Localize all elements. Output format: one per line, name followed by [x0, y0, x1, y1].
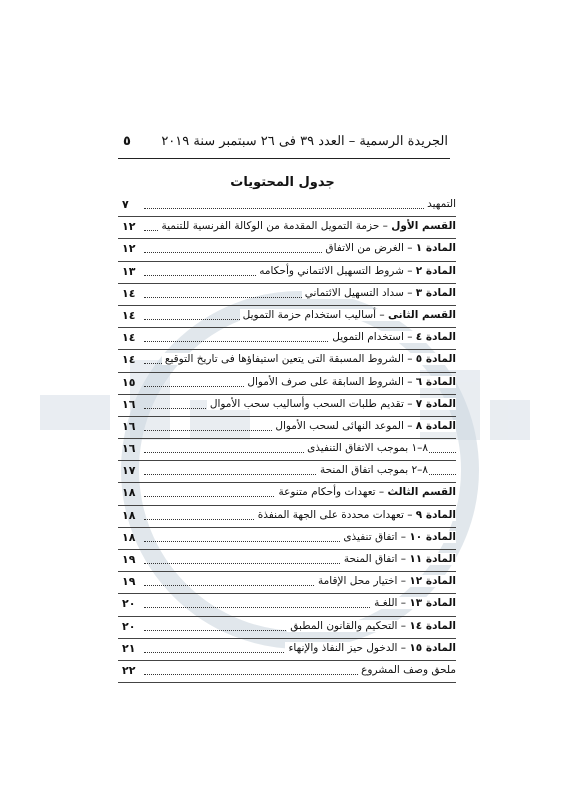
toc-entry-text: – الغرض من الاتفاق: [325, 242, 416, 255]
toc-entry-page: ١٩: [122, 575, 136, 589]
toc-entry-page: ١٥: [122, 375, 136, 389]
toc-entry-page: ١٩: [122, 553, 136, 566]
toc-entry-text: – أساليب استخدام حزمة التمويل: [242, 308, 388, 321]
toc-entry-heading: المادة ٦: [415, 375, 456, 388]
toc-entry-page: ٧: [122, 198, 129, 211]
toc-entry-label: [162, 353, 456, 365]
toc-entry-label: [341, 553, 456, 565]
toc-entry-heading: المادة ٣: [415, 286, 456, 299]
toc-entry-page: ٢١: [122, 641, 136, 655]
toc-entry-page: ١٨: [122, 486, 136, 500]
toc-entry-text: التمهيد: [427, 198, 456, 210]
toc-entry-page: ١٨: [122, 530, 136, 544]
toc-entry: [118, 373, 456, 395]
toc-entry-text: – استخدام التمويل: [332, 331, 416, 344]
toc-entry-text: – تقديم طلبات السحب وأساليب سحب الأموال: [209, 397, 416, 410]
toc-entry-heading: المادة ٨: [415, 419, 456, 432]
header-title: الجريدة الرسمية – العدد ٣٩ فى ٢٦ سبتمبر سنة ٢٠١٩: [161, 134, 448, 149]
toc-entry-heading: المادة ٩: [415, 508, 456, 521]
toc-entry-text: – اتفاق تنفيذى: [343, 530, 410, 543]
toc-entry-page: ١٤: [122, 353, 136, 367]
toc-entry: [118, 395, 456, 417]
toc-entry: [118, 284, 456, 306]
toc-entry-page: ٢٢: [122, 663, 136, 677]
toc-entry: [118, 306, 456, 328]
toc-entry-text: – الموعد النهائى لسحب الأموال: [275, 419, 416, 432]
toc-entry-page: ١٣: [122, 264, 136, 278]
toc-entry-text: ملحق وصف المشروع: [361, 663, 456, 676]
toc-entry: [118, 617, 456, 639]
toc-entry-text: – التحكيم والقانون المطبق: [290, 619, 410, 632]
toc-entry: [118, 262, 456, 284]
toc-entry-text: ٨–١ بموجب الاتفاق التنفيذى: [307, 442, 428, 455]
toc-entry: [118, 528, 456, 550]
toc-entry-heading: المادة ٧: [415, 397, 456, 410]
toc-entry-label: [371, 597, 456, 609]
toc-entry-label: [317, 464, 428, 476]
toc-entry-page: ١٦: [122, 442, 136, 456]
toc-entry-text: – الشروط السابقة على صرف الأموال: [247, 375, 416, 388]
toc-entry-heading: المادة ١١: [409, 553, 456, 565]
toc-entry: [118, 550, 456, 572]
toc-entry-text: ٨–٢ بموجب اتفاق المنحة: [319, 464, 428, 477]
toc-entry-label: [340, 531, 456, 543]
toc-entry-label: [304, 442, 428, 454]
toc-entry-text: – اللغـة: [374, 597, 410, 610]
header-divider: [118, 158, 450, 159]
toc-entry-heading: القسم الثانى: [387, 308, 456, 321]
toc-entry-label: [275, 486, 456, 498]
toc-title: جدول المحتويات: [230, 175, 335, 190]
toc-entry: [118, 639, 456, 661]
toc-entry-page: ١٢: [122, 220, 136, 234]
toc-entry-page: ١٤: [122, 286, 136, 300]
toc-entry-label: [315, 575, 456, 587]
toc-entry: [118, 461, 456, 483]
toc-entry-label: [240, 309, 456, 321]
toc-entry-label: [287, 620, 456, 632]
toc-entry-page: ١٤: [122, 308, 136, 322]
page-header: [118, 134, 448, 152]
toc-entry-heading: المادة ١: [415, 242, 456, 255]
toc-entry-text: – تعهدات محددة على الجهة المنفذة: [257, 508, 416, 521]
toc-entry: [118, 328, 456, 350]
toc-entry-heading: المادة ٥: [415, 353, 456, 366]
toc-entry-text: – اختيار محل الإقامة: [318, 575, 410, 588]
toc-entry-heading: المادة ١٤: [409, 619, 456, 632]
toc-entry-heading: القسم الثالث: [387, 486, 456, 499]
toc-dot-leader: [144, 208, 456, 209]
toc-entry-heading: المادة ١٣: [409, 597, 456, 610]
toc-entry: [118, 417, 456, 439]
toc-entry-label: [244, 376, 456, 388]
toc-entry-label: [256, 265, 456, 277]
toc-entry-text: – الدخول حيز النفاذ والإنهاء: [288, 641, 410, 654]
toc-entry-heading: المادة ١٠: [409, 530, 456, 543]
toc-entry-page: ١٨: [122, 508, 136, 522]
toc-entry-heading: المادة ١٥: [409, 641, 456, 654]
toc-entry-text: – الشروط المسبقة التى يتعين استيفاؤها فى تاريخ التوقيع: [164, 353, 416, 366]
toc-entry: [118, 594, 456, 616]
toc-entry-label: [207, 398, 456, 410]
toc-entry: [118, 483, 456, 505]
toc-entry: [118, 661, 456, 683]
toc-entry-page: ١٦: [122, 419, 136, 433]
toc-entry-text: – شروط التسهيل الائتماني وأحكامه: [259, 264, 416, 277]
toc-entry-text: – حزمة التمويل المقدمة من الوكالة الفرنسية للتنمية: [161, 220, 392, 233]
toc-entry-text: – اتفاق المنحة: [343, 553, 410, 565]
toc-entry: [118, 195, 456, 217]
toc-entry-label: [329, 331, 456, 343]
toc-entry-label: [158, 220, 456, 232]
toc-entry-label: [272, 420, 456, 432]
toc-entry-heading: المادة ١٢: [409, 575, 456, 588]
toc-entry-heading: القسم الأول: [391, 220, 456, 233]
toc-entry-label: [322, 242, 456, 254]
toc-entry-label: [424, 198, 456, 210]
toc-entry-page: ٢٠: [122, 597, 136, 611]
toc-entry-page: ٢٠: [122, 619, 136, 633]
toc-entry-page: ١٦: [122, 397, 136, 411]
toc-entry-heading: المادة ٢: [415, 264, 456, 277]
toc-entry: [118, 572, 456, 594]
toc-entry-text: – تعهدات وأحكام متنوعة: [278, 486, 388, 499]
toc-entry-label: [302, 287, 456, 299]
toc-entry: [118, 217, 456, 239]
toc-entry-label: [255, 509, 456, 521]
toc-entry-page: ١٢: [122, 242, 136, 256]
toc-entry-page: ١٧: [122, 464, 136, 478]
toc-entry: [118, 350, 456, 372]
toc-entry: [118, 506, 456, 528]
toc-entry: [118, 439, 456, 461]
header-page-number: ٥: [123, 134, 131, 149]
toc-list: [118, 195, 456, 683]
toc-entry-label: [285, 642, 456, 654]
toc-entry: [118, 239, 456, 261]
toc-entry-text: – سداد التسهيل الائتماني: [304, 286, 416, 299]
toc-entry-heading: المادة ٤: [415, 331, 456, 344]
toc-entry-label: [358, 664, 456, 676]
toc-entry-page: ١٤: [122, 331, 136, 345]
toc-row-rule: [118, 682, 456, 683]
